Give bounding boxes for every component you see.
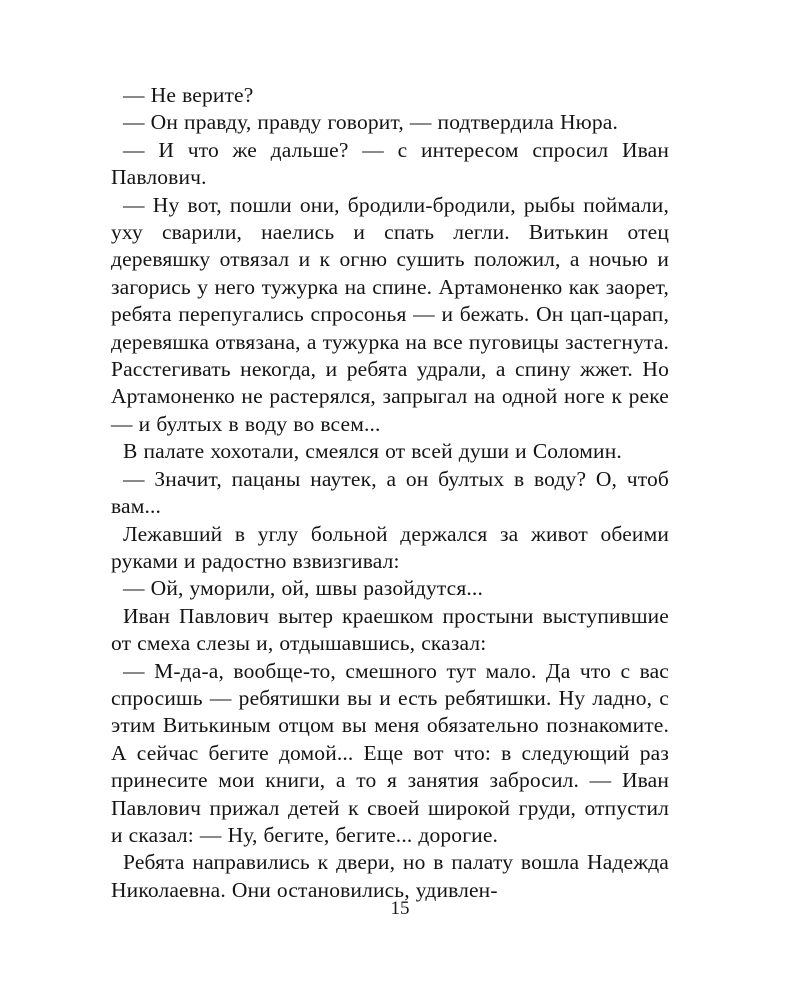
paragraph: — Не верите? — [123, 83, 254, 107]
paragraph: — Значит, пацаны наутек, а он бултых в воду? О, чтоб вам... — [111, 466, 669, 519]
paragraph: — Ну вот, пошли они, бродили-бродили, рыбы поймали, уху сварили, наелись и спать легли. Витькин отец деревяшку отвязал и к огню сушить положил, а ночью и загорись у него тужурка на спине. Артамоненко как заорет, ребята перепугались спросонья — и бежать. Он цап-царап, деревяшка отвязана, а тужурка на все пуговицы застегнута. Расстегивать некогда, и ребята удрали, а спину жжет. Но Артамоненко не растерялся, запрыгал на одной ноге к реке — и бултых в воду во всем... — [111, 192, 669, 436]
paragraph: В палате хохотали, смеялся от всей души и Соломин. — [123, 439, 622, 464]
paragraph: — И что же дальше? — с интересом спросил Иван Павлович. — [111, 137, 669, 190]
paragraph: — Ой, уморили, ой, швы разойдутся... — [123, 576, 483, 601]
paragraph: Ребята направились к двери, но в палату вошла Надежда Николаевна. Они остановились, удивлен- — [111, 850, 669, 902]
paragraph: — М-да-а, вообще-то, смешного тут мало. Да что с вас спросишь — ребятишки вы и есть ребятишки. Ну ладно, с этим Витькиным отцом вы меня обязательно познакомите. А сейчас бегите домой... Еще вот что: в следующий раз принесите мои книги, а то я занятия забросил. — Иван Павлович прижал детей к своей широкой груди, отпустил и сказал: — Ну, бегите, бегите... дорогие. — [111, 658, 669, 847]
body-text — [111, 82, 669, 904]
paragraph: Лежавший в углу больной держался за живот обеими руками и радостно взвизгивал: — [111, 521, 669, 573]
paragraph: — Он правду, правду говорит, — подтвердила Нюра. — [123, 110, 618, 135]
paragraph: Иван Павлович вытер краешком простыни выступившие от смеха слезы и, отдышавшись, сказал: — [111, 603, 669, 656]
page-number: 15 — [390, 898, 410, 919]
